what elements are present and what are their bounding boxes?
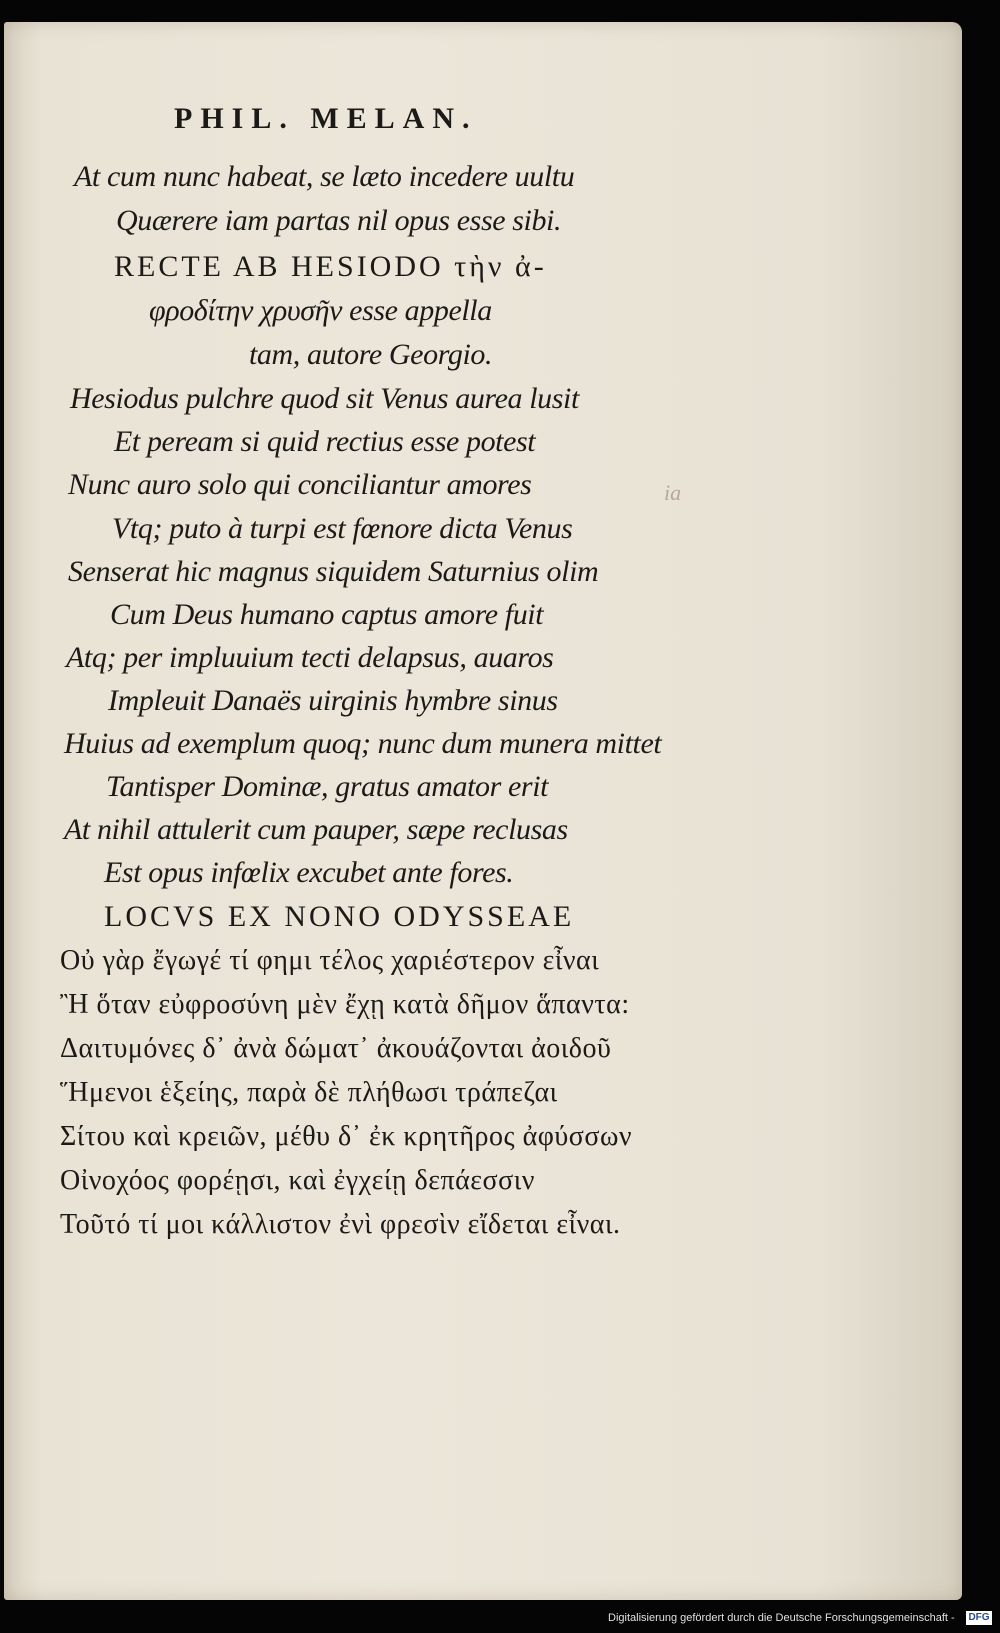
text-line: Est opus infœlix excubet ante fores. xyxy=(104,856,514,889)
greek-line: Οὐ γὰρ ἔγωγέ τί φημι τέλος χαριέστερον εἶναι xyxy=(60,945,600,976)
greek-line: Σίτου καὶ κρειῶν, μέθυ δ᾽ ἐκ κρητῆρος ἀφύσσων xyxy=(60,1121,633,1152)
section-heading: LOCVS EX NONO ODYSSEAE xyxy=(104,900,575,933)
greek-line: Ἢ ὅταν εὐφροσύνη μὲν ἔχῃ κατὰ δῆμον ἅπαντα: xyxy=(60,989,630,1020)
text-line: Nunc auro solo qui conciliantur amores xyxy=(68,468,532,501)
greek-line: Ἥμενοι ἑξείης, παρὰ δὲ πλήθωσι τράπεζαι xyxy=(60,1077,558,1108)
running-head: PHIL. MELAN. xyxy=(174,102,478,135)
greek-line: Οἰνοχόος φορέῃσι, καὶ ἐγχείῃ δεπάεσσιν xyxy=(60,1165,535,1196)
text-line: Impleuit Danaës uirginis hymbre sinus xyxy=(108,684,558,717)
text-line: Cum Deus humano captus amore fuit xyxy=(110,598,544,631)
greek-line: Τοῦτό τί μοι κάλλιστον ἐνὶ φρεσὶν εἴδεται εἶναι. xyxy=(60,1209,621,1240)
book-page xyxy=(4,22,962,1600)
text-line: At cum nunc habeat, se læto incedere uultu xyxy=(74,160,575,193)
text-line: tam, autore Georgio. xyxy=(249,338,493,371)
dfg-logo: DFG xyxy=(966,1611,992,1625)
digitization-credit: Digitalisierung gefördert durch die Deutsche Forschungsgemeinschaft - xyxy=(608,1612,955,1624)
text-line: Quærere iam partas nil opus esse sibi. xyxy=(116,204,562,237)
text-line: Tantisper Dominæ, gratus amator erit xyxy=(106,770,549,803)
section-heading: RECTE AB HESIODO τὴν ἀ- xyxy=(114,250,547,283)
text-line: Hesiodus pulchre quod sit Venus aurea lusit xyxy=(70,382,579,415)
text-line: Senserat hic magnus siquidem Saturnius olim xyxy=(68,555,599,588)
margin-note: ia xyxy=(664,480,682,505)
text-line: φροδίτην χρυσῆν esse appella xyxy=(149,294,492,327)
greek-line: Δαιτυμόνες δ᾽ ἀνὰ δώματ᾽ ἀκουάζονται ἀοιδοῦ xyxy=(60,1033,612,1064)
text-line: At nihil attulerit cum pauper, sæpe reclusas xyxy=(64,813,568,846)
text-line: Et peream si quid rectius esse potest xyxy=(114,425,536,458)
text-line: Atq; per impluuium tecti delapsus, auaros xyxy=(66,641,554,674)
text-line: Vtq; puto à turpi est fœnore dicta Venus xyxy=(112,512,573,545)
text-line: Huius ad exemplum quoq; nunc dum munera mittet xyxy=(64,727,662,760)
